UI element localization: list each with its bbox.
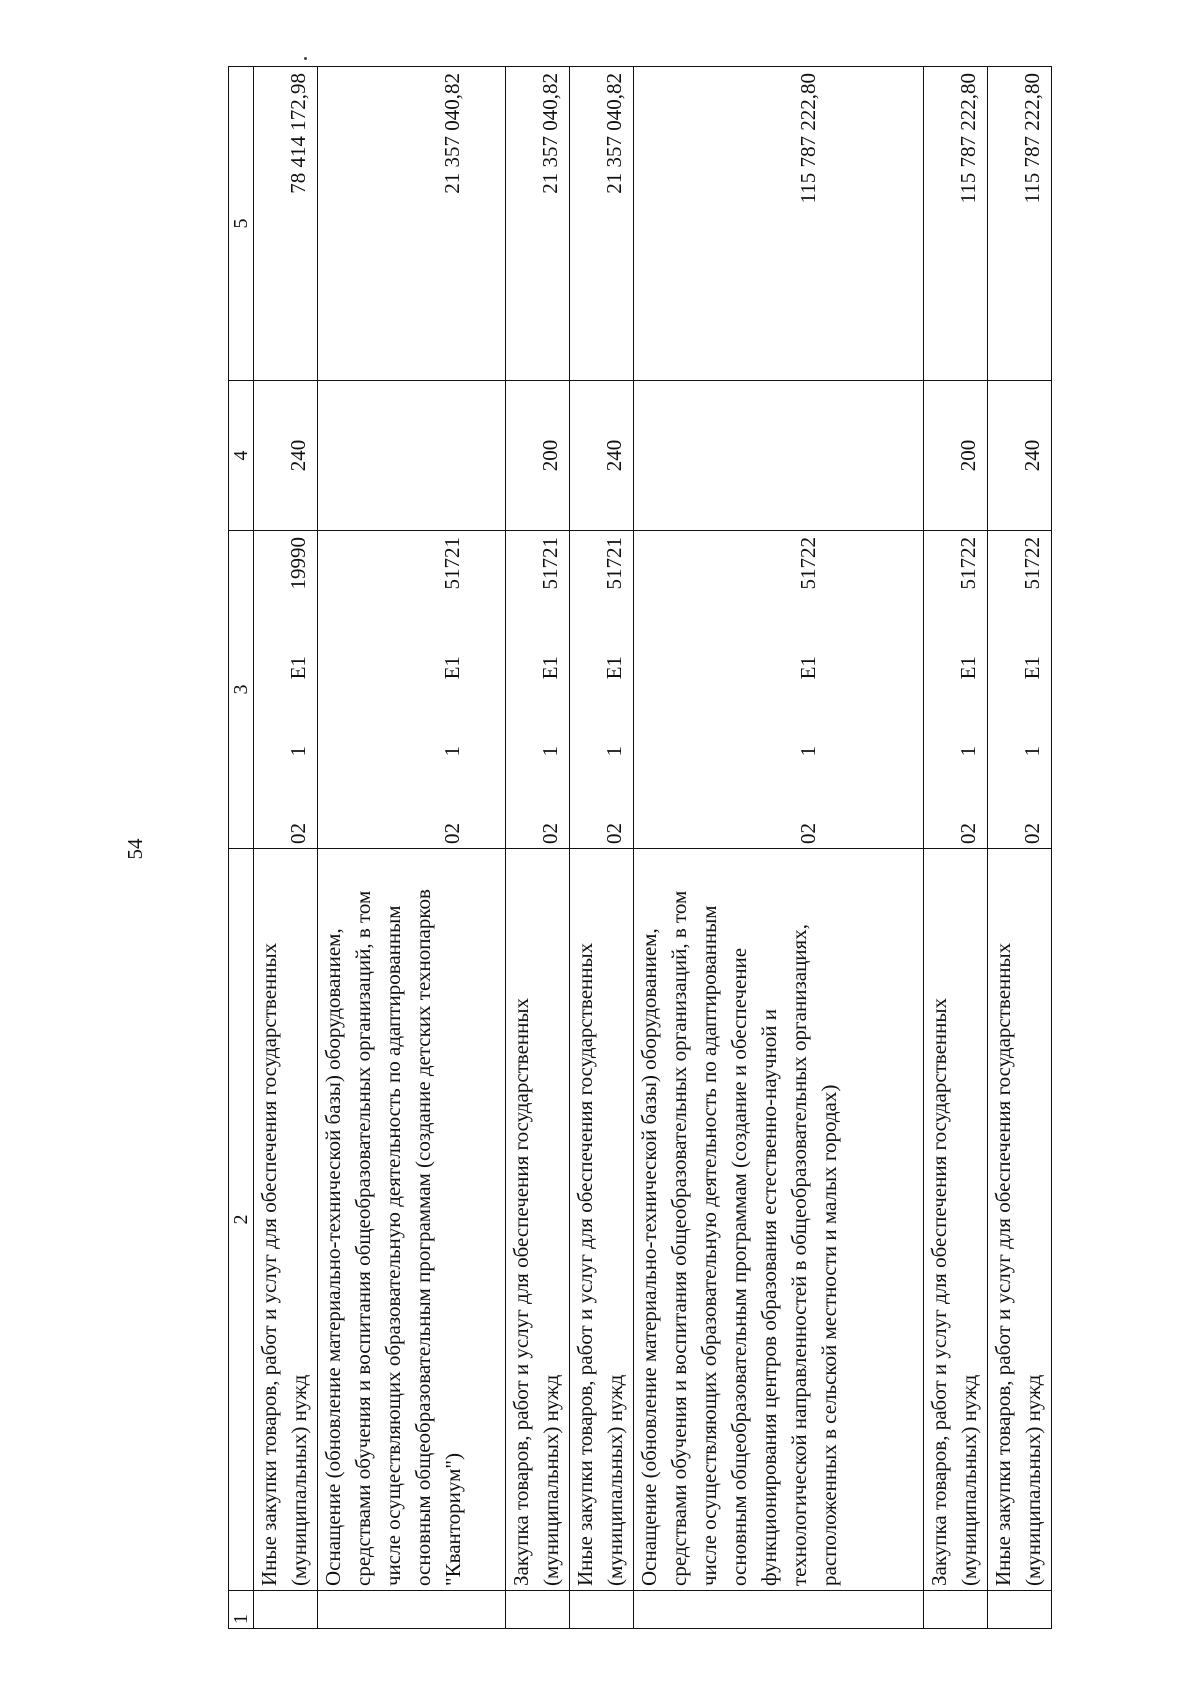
row-type: 200 [506,381,570,531]
row-amount: 78 414 172,98 [254,67,318,381]
header-col-1: 1 [229,1591,254,1629]
row-code [988,531,1052,849]
header-col-4: 4 [229,381,254,531]
row-code [506,531,570,849]
table-row [254,67,318,1629]
row-number-cell [506,1591,570,1629]
code-part: 1 [286,745,310,757]
code-part: 02 [538,823,562,844]
budget-table [228,66,1052,1629]
table-row [634,67,924,1629]
row-description: Закупка товаров, работ и услуг для обеспечения государственных (муниципальных) нужд [506,849,570,1591]
header-col-2: 2 [229,849,254,1591]
row-number-cell [988,1591,1052,1629]
code-part: E1 [1020,656,1044,680]
code-part: 1 [538,745,562,757]
row-description: Оснащение (обновление материально-технической базы) оборудованием, средствами обучения и воспитания общеобразовательных организаций, в том числе осуществляющих образовательную деятельность по адаптированным основным общеобразовательным программам (создание и обеспечение функционирования центров образования естественно-научной и технологической направленностей в общеобразовательных организациях, расположенных в сельской местности и малых городах) [634,849,924,1591]
code-part: 1 [440,745,464,757]
row-description: Иные закупки товаров, работ и услуг для обеспечения государственных (муниципальных) нужд [570,849,634,1591]
code-part: 1 [1020,745,1044,757]
code-part: 02 [1020,823,1044,844]
code-part: E1 [440,656,464,680]
code-part: 51721 [538,537,562,590]
code-part: E1 [602,656,626,680]
header-col-5: 5 [229,67,254,381]
row-code [570,531,634,849]
code-part: 1 [796,745,820,757]
table-row [506,67,570,1629]
row-type [318,381,506,531]
code-part: 1 [602,745,626,757]
row-number-cell [924,1591,988,1629]
row-number-cell [570,1591,634,1629]
row-code [924,531,988,849]
row-code [318,531,506,849]
code-part: 51722 [956,537,980,590]
row-number-cell [254,1591,318,1629]
rotated-page [120,67,1045,1629]
row-description: Иные закупки товаров, работ и услуг для обеспечения государственных (муниципальных) нужд [254,849,318,1591]
row-amount: 115 787 222,80 [634,67,924,381]
code-part: 19990 [286,537,310,590]
row-type: 240 [570,381,634,531]
row-type: 240 [988,381,1052,531]
row-description: Иные закупки товаров, работ и услуг для обеспечения государственных (муниципальных) нужд [988,849,1052,1591]
code-part: 02 [286,823,310,844]
code-part: 51722 [1020,537,1044,590]
code-part: 02 [796,823,820,844]
code-part: 02 [956,823,980,844]
row-amount-value: 21 357 040,82 [440,73,464,194]
table-row [570,67,634,1629]
row-amount [318,67,506,381]
code-part: E1 [956,656,980,680]
table-row [988,67,1052,1629]
row-type: 200 [924,381,988,531]
code-part: 51721 [440,537,464,590]
row-amount: 21 357 040,82 [570,67,634,381]
row-number-cell [634,1591,924,1629]
row-amount: 21 357 040,82 [506,67,570,381]
row-code [254,531,318,849]
row-amount: 115 787 222,80 [988,67,1052,381]
header-row [229,67,254,1629]
scan-dot [304,57,307,60]
code-part: 02 [602,823,626,844]
code-part: 1 [956,745,980,757]
header-col-3: 3 [229,531,254,849]
code-part: 51721 [602,537,626,590]
row-type [634,381,924,531]
code-part: E1 [796,656,820,680]
row-code [634,531,924,849]
code-part: 02 [440,823,464,844]
row-description: Оснащение (обновление материально-технической базы) оборудованием, средствами обучения и воспитания общеобразовательных организаций, в том числе осуществляющих образовательную деятельность по адаптированным основным общеобразовательным программам (создание детских технопарков "Кванториум") [318,849,506,1591]
code-part: E1 [538,656,562,680]
code-part: 51722 [796,537,820,590]
table-row [924,67,988,1629]
page-number: 54 [123,838,147,860]
row-type: 240 [254,381,318,531]
code-part: E1 [286,656,310,680]
row-amount: 115 787 222,80 [924,67,988,381]
table-row [318,67,506,1629]
row-description: Закупка товаров, работ и услуг для обеспечения государственных (муниципальных) нужд [924,849,988,1591]
row-number-cell [318,1591,506,1629]
